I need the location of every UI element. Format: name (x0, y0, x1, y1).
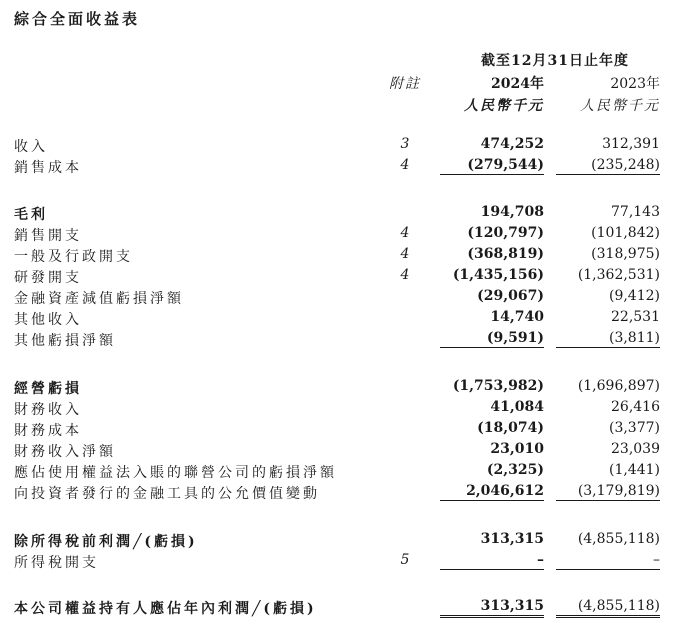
value-2024: 2,046,612 (440, 483, 544, 501)
note-column-header: 附註 (389, 76, 421, 92)
value-2024: (368,819) (467, 246, 544, 262)
row-note: 4 (400, 157, 410, 173)
value-2023: (1,441) (608, 462, 660, 478)
row-profit-attributable (0, 598, 675, 619)
period-header: 截至12月31日止年度 (481, 53, 629, 69)
value-2024: 194,708 (480, 204, 544, 220)
row-note: 4 (400, 225, 410, 241)
row-fair-value-changes (0, 483, 675, 504)
row-label: 財務成本 (14, 423, 82, 439)
row-associates-share-of-loss (0, 462, 675, 483)
value-2023: – (556, 552, 660, 570)
row-profit-before-tax (0, 531, 675, 552)
row-note: 5 (400, 552, 410, 568)
value-2024: 23,010 (490, 441, 544, 457)
value-2023: (3,179,819) (556, 483, 660, 501)
row-other-losses (0, 330, 675, 351)
value-2024: (279,544) (440, 157, 544, 175)
row-admin-expenses (0, 246, 675, 267)
row-label: 向投資者發行的金融工具的公允價值變動 (14, 486, 320, 502)
row-selling-expenses (0, 225, 675, 246)
value-2023: (3,377) (608, 420, 660, 436)
row-finance-income (0, 399, 675, 420)
row-label: 其他虧損淨額 (14, 333, 116, 349)
year-2024-header: 2024年 (491, 76, 544, 92)
value-2024: (1,435,156) (452, 267, 544, 283)
row-other-income (0, 309, 675, 330)
value-2024: 474,252 (480, 136, 544, 152)
row-label: 應佔使用權益法入賬的聯營公司的虧損淨額 (14, 465, 337, 481)
row-label: 財務收入淨額 (14, 444, 116, 460)
currency-2023-header: 人民幣千元 (580, 98, 660, 114)
row-label: 毛利 (14, 207, 48, 223)
row-label: 除所得稅前利潤╱(虧損) (14, 534, 198, 550)
value-2023: (9,412) (608, 288, 660, 304)
value-2024: (29,067) (477, 288, 544, 304)
value-2023: (4,855,118) (556, 598, 660, 618)
value-2023: (4,855,118) (577, 531, 660, 547)
row-net-finance-income (0, 441, 675, 462)
value-2023: (235,248) (556, 157, 660, 175)
row-label: 收入 (14, 139, 48, 155)
value-2023: (1,696,897) (577, 378, 660, 394)
row-gross-profit (0, 204, 675, 225)
row-note: 4 (400, 246, 410, 262)
statement-title: 綜合全面收益表 (14, 10, 141, 28)
row-note: 4 (400, 267, 410, 283)
row-label: 一般及行政開支 (14, 249, 133, 265)
row-finance-costs (0, 420, 675, 441)
row-label: 研發開支 (14, 270, 82, 286)
row-income-tax (0, 552, 675, 573)
row-label: 銷售成本 (14, 160, 82, 176)
value-2024: (1,753,982) (452, 378, 544, 394)
value-2023: 23,039 (611, 441, 660, 457)
value-2023: (318,975) (591, 246, 660, 262)
row-rnd-expenses (0, 267, 675, 288)
value-2023: 77,143 (611, 204, 660, 220)
row-cost-of-sales (0, 157, 675, 178)
value-2023: (101,842) (591, 225, 660, 241)
value-2024: (2,325) (486, 462, 544, 478)
row-impairment-losses (0, 288, 675, 309)
row-label: 經營虧損 (14, 381, 82, 397)
value-2023: 26,416 (611, 399, 660, 415)
currency-2024-header: 人民幣千元 (464, 98, 544, 114)
row-note: 3 (400, 136, 410, 152)
value-2023: 312,391 (602, 136, 660, 152)
row-label: 其他收入 (14, 312, 82, 328)
row-label: 銷售開支 (14, 228, 82, 244)
value-2024: 313,315 (480, 531, 544, 547)
year-2023-header: 2023年 (610, 76, 660, 92)
value-2024: 41,084 (490, 399, 544, 415)
row-revenue (0, 136, 675, 157)
value-2023: 22,531 (611, 309, 660, 325)
value-2024: 14,740 (490, 309, 544, 325)
value-2023: (3,811) (556, 330, 660, 348)
row-operating-loss (0, 378, 675, 399)
row-label: 財務收入 (14, 402, 82, 418)
value-2024: 313,315 (440, 598, 544, 618)
value-2024: – (440, 552, 544, 570)
row-label: 所得稅開支 (14, 555, 99, 571)
row-label: 本公司權益持有人應佔年內利潤╱(虧損) (14, 601, 317, 617)
row-label: 金融資產減值虧損淨額 (14, 291, 184, 307)
value-2024: (18,074) (477, 420, 544, 436)
value-2023: (1,362,531) (577, 267, 660, 283)
value-2024: (9,591) (440, 330, 544, 348)
value-2024: (120,797) (467, 225, 544, 241)
